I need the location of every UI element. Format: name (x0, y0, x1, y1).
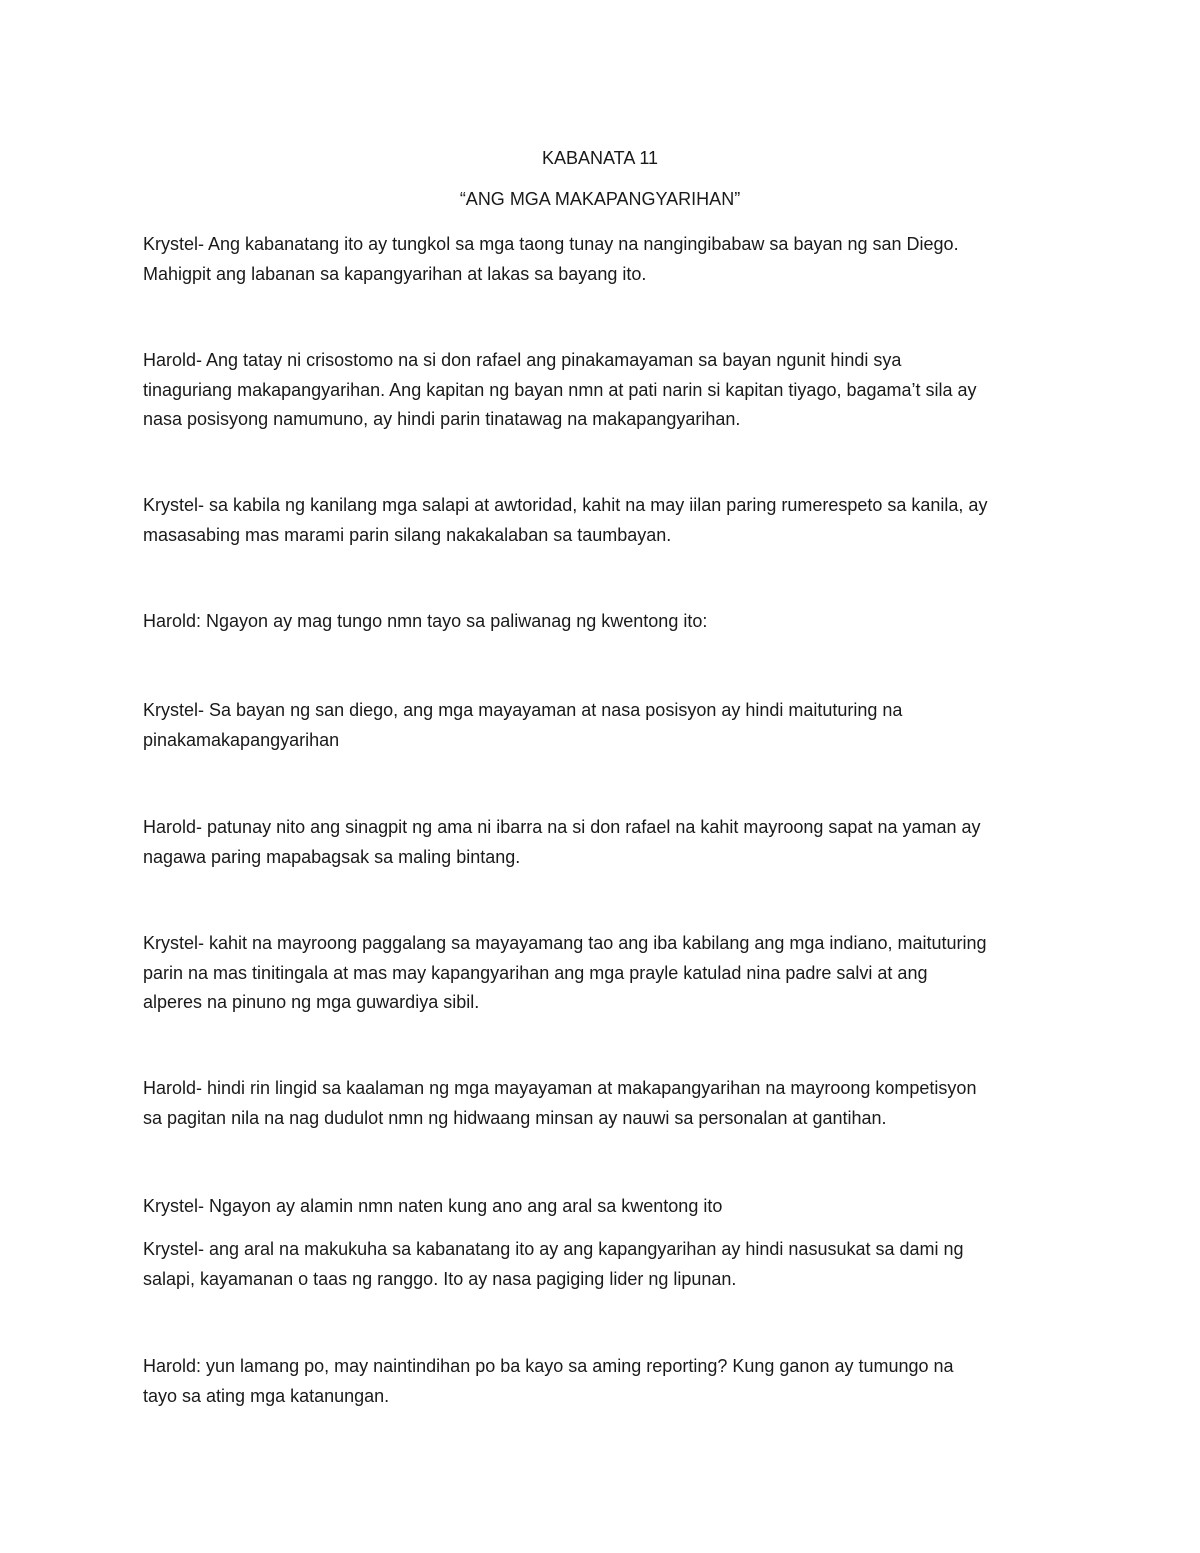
document-title: KABANATA 11 (541, 148, 659, 168)
paragraph-krystel-aral: Krystel- ang aral na makukuha sa kabanatang ito ay ang kapangyarihan ay hindi nasusukat sa dami ng salapi, kayamanan o taas ng ranggo. Ito ay nasa pagiging lider ng lipunan. (143, 1239, 964, 1289)
paragraph-harold-closing: Harold: yun lamang po, may naintindihan po ba kayo sa aming reporting? Kung ganon ay tumungo na tayo sa ating mga katanungan. (143, 1356, 954, 1406)
paragraph-harold-kompetisyon: Harold- hindi rin lingid sa kaalaman ng mga mayayaman at makapangyarihan na mayroong kompetisyon sa pagitan nila na nag dudulot nmn ng hidwaang minsan ay nauwi sa personalan at gantihan. (143, 1078, 977, 1128)
paragraph-krystel-salapi: Krystel- sa kabila ng kanilang mga salapi at awtoridad, kahit na may iilan paring rumerespeto sa kanila, ay masasabing mas marami parin silang nakakalaban sa taumbayan. (143, 495, 988, 545)
paragraph-harold-patunay: Harold- patunay nito ang sinagpit ng ama ni ibarra na si don rafael na kahit mayroong sapat na yaman ay nagawa paring mapabagsak sa maling bintang. (143, 817, 981, 867)
paragraph-krystel-aral-intro: Krystel- Ngayon ay alamin nmn naten kung ano ang aral sa kwentong ito (143, 1196, 723, 1216)
paragraph-harold-paliwanag: Harold: Ngayon ay mag tungo nmn tayo sa paliwanag ng kwentong ito: (143, 611, 708, 631)
paragraph-krystel-intro: Krystel- Ang kabanatang ito ay tungkol sa mga taong tunay na nangingibabaw sa bayan ng san Diego. Mahigpit ang labanan sa kapangyarihan at lakas sa bayang ito. (143, 234, 959, 284)
document-subtitle: “ANG MGA MAKAPANGYARIHAN” (459, 189, 741, 209)
paragraph-harold-don-rafael: Harold- Ang tatay ni crisostomo na si don rafael ang pinakamayaman sa bayan ngunit hindi sya tinaguriang makapangyarihan. Ang kapitan ng bayan nmn at pati narin si kapitan tiyago, bagama’t sila ay nasa posisyong namumuno, ay hindi parin tinatawag na makapangyarihan. (143, 350, 977, 429)
paragraph-krystel-san-diego: Krystel- Sa bayan ng san diego, ang mga mayayaman at nasa posisyon ay hindi maituturing na pinakamakapangyarihan (143, 700, 903, 750)
paragraph-krystel-paggalang: Krystel- kahit na mayroong paggalang sa mayayamang tao ang iba kabilang ang mga indiano, maituturing parin na mas tinitingala at mas may kapangyarihan ang mga prayle katulad nina padre salvi at ang alperes na pinuno ng mga guwardiya sibil. (143, 933, 987, 1012)
